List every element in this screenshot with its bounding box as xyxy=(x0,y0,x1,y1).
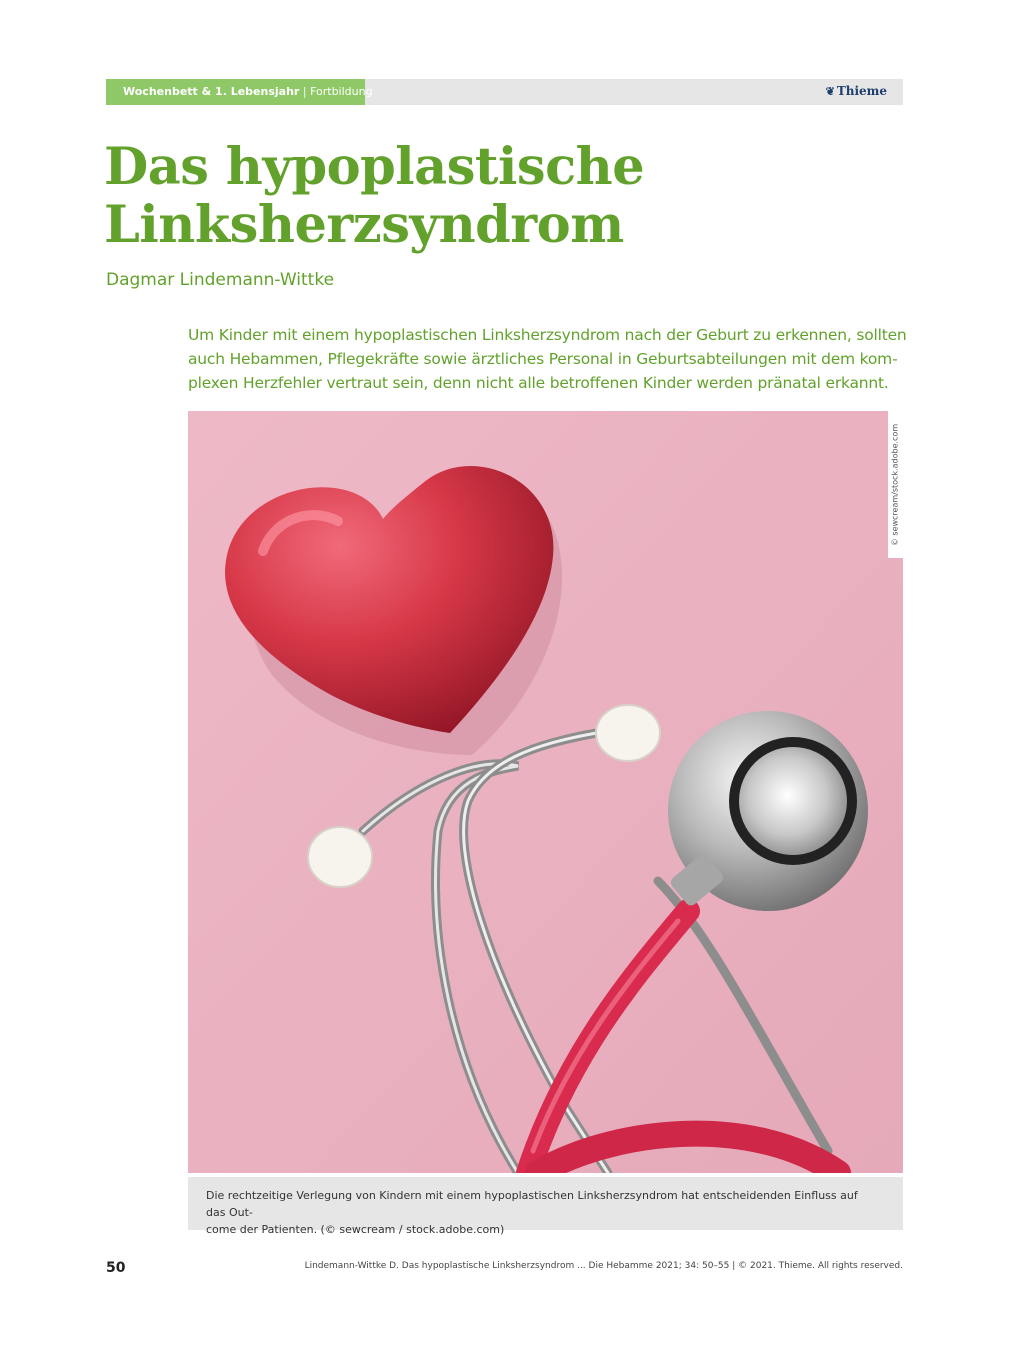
section-label: Wochenbett & 1. Lebensjahr xyxy=(123,85,300,98)
title-line-2: Linksherzsyndrom xyxy=(104,195,624,255)
title-line-1: Das hypoplastische xyxy=(104,137,645,197)
page-number: 50 xyxy=(106,1260,126,1276)
publisher-name: Thieme xyxy=(836,84,887,98)
thieme-emblem-icon: ❦ xyxy=(825,85,835,98)
citation-footer: Lindemann-Wittke D. Das hypoplastische Linksherzsyndrom ... Die Hebamme 2021; 34: 50–55 | © 2021. Thieme. All rights reserved. xyxy=(304,1261,903,1271)
lead-line-3: plexen Herzfehler vertraut sein, denn nicht alle betroffenen Kinder werden pränatal erkannt. xyxy=(188,374,889,392)
lead-paragraph xyxy=(188,323,908,395)
section-tag xyxy=(106,79,373,105)
caption-line-1: Die rechtzeitige Verlegung von Kindern mit einem hypoplastischen Linksherzsyndrom hat entscheidenden Einfluss auf das Out- xyxy=(206,1189,858,1219)
heart-stethoscope-illustration xyxy=(188,411,903,1173)
header-bar xyxy=(106,79,903,105)
author-name: Dagmar Lindemann-Wittke xyxy=(106,270,335,290)
figure-caption xyxy=(188,1177,903,1236)
photo-credit-text: © sewcream/stock.adobe.com xyxy=(890,423,900,547)
article-title xyxy=(104,138,894,254)
lead-line-1: Um Kinder mit einem hypoplastischen Linksherzsyndrom nach der Geburt zu erkennen, sollten xyxy=(188,326,907,344)
article-photo xyxy=(188,411,903,1173)
publisher-logo xyxy=(826,79,887,104)
ear-tip-right xyxy=(596,705,660,761)
chestpiece-diaphragm xyxy=(739,747,847,855)
photo-credit xyxy=(888,411,903,558)
ear-tip-left xyxy=(308,827,372,887)
lead-line-2: auch Hebammen, Pflegekräfte sowie ärztliches Personal in Geburtsabteilungen mit dem kom- xyxy=(188,350,898,368)
caption-line-2: come der Patienten. (© sewcream / stock.adobe.com) xyxy=(206,1223,505,1236)
section-separator: | xyxy=(302,85,307,98)
category-label: Fortbildung xyxy=(310,85,373,98)
